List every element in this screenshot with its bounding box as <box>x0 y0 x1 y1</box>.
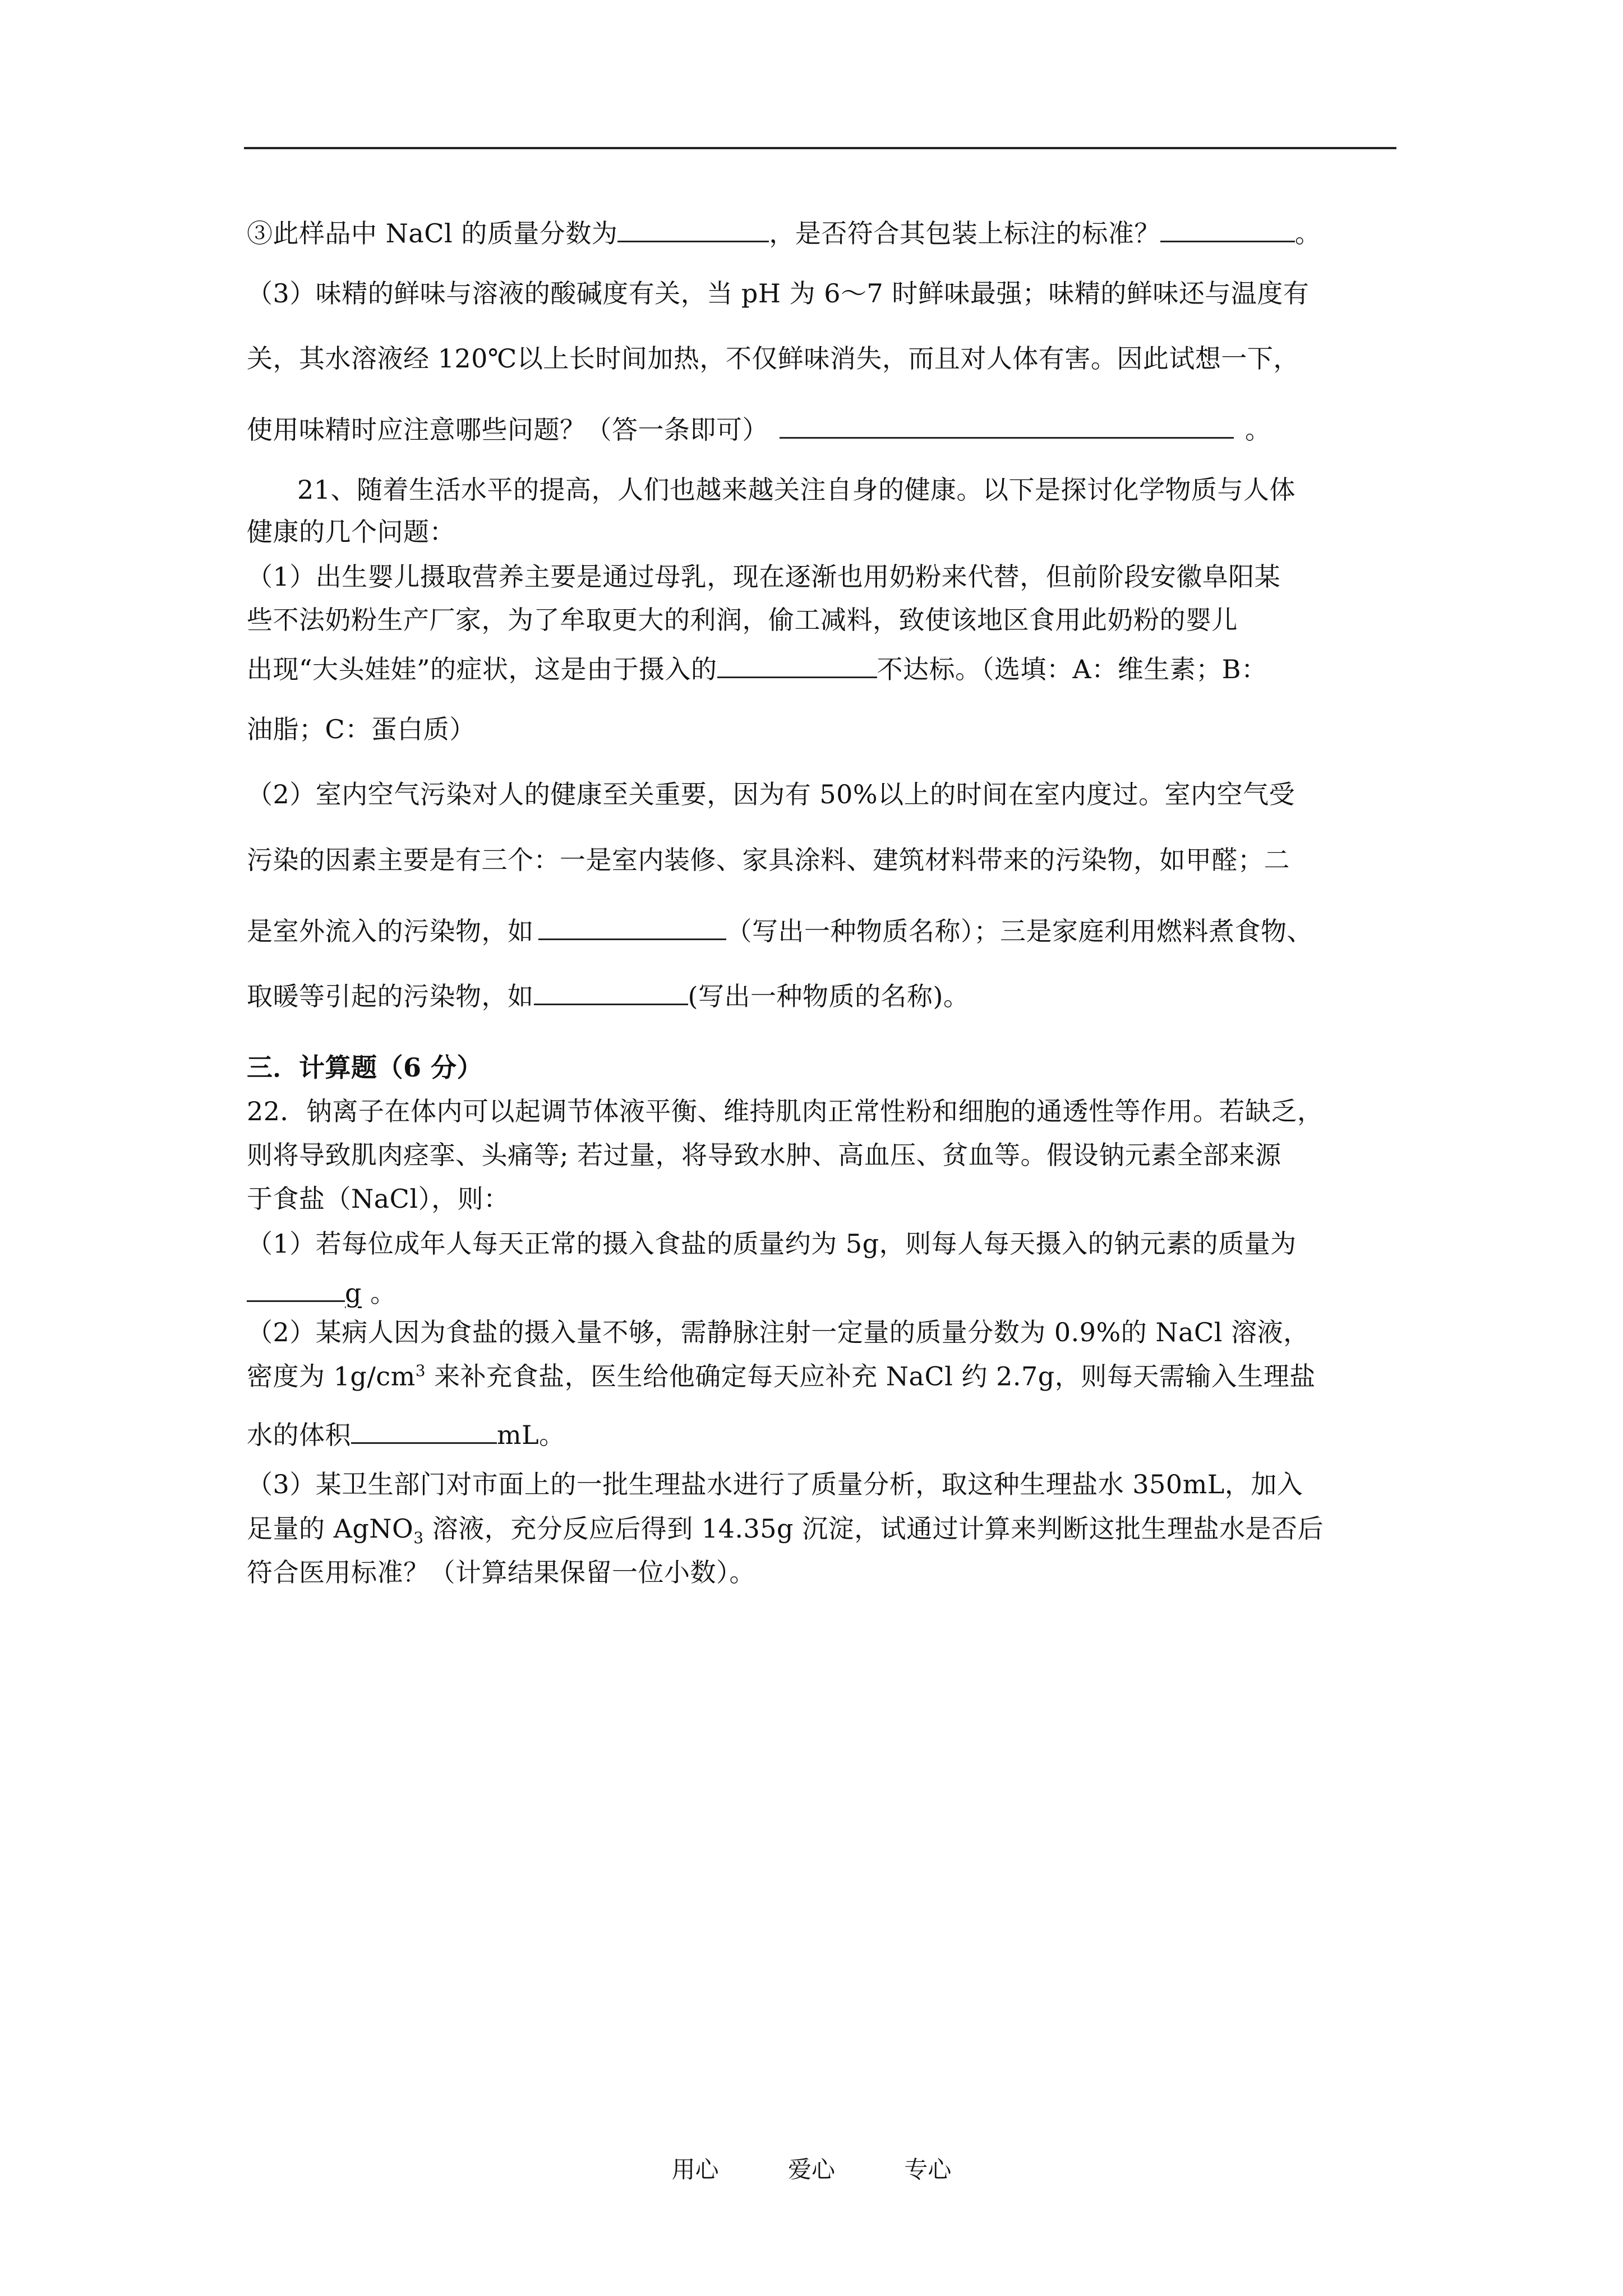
q21-sub1-line-1: （1）出生婴儿摄取营养主要是通过母乳，现在逐渐也用奶粉来代替，但前阶段安徽阜阳某 <box>247 562 1281 592</box>
text: mL。 <box>497 1420 565 1450</box>
text: 。 <box>1294 218 1321 249</box>
answer-blank[interactable] <box>717 651 877 678</box>
answer-blank[interactable] <box>1160 215 1295 242</box>
text: 使用味精时应注意哪些问题？（答一条即可） <box>247 415 768 445</box>
answer-blank[interactable] <box>534 978 688 1005</box>
q22-sub3-line-3: 符合医用标准？（计算结果保留一位小数）。 <box>247 1557 755 1588</box>
q21-sub2-line-2: 污染的因素主要是有三个：一是室内装修、家具涂料、建筑材料带来的污染物，如甲醛；二 <box>247 845 1290 875</box>
text: 不达标。（选填：A：维生素；B： <box>877 654 1267 684</box>
q22-intro-line-2: 则将导致肌肉痉挛、头痛等; 若过量，将导致水肿、高血压、贫血等。假设钠元素全部来源 <box>247 1140 1281 1170</box>
text: 。 <box>1245 415 1271 445</box>
q22-sub2-line-1: （2）某病人因为食盐的摄入量不够，需静脉注射一定量的质量分数为 0.9%的 NaCl 溶液， <box>247 1317 1310 1347</box>
q22-sub2-line-2 <box>247 1361 1316 1392</box>
text: ，是否符合其包装上标注的标准？ <box>769 218 1160 249</box>
text: 溶液，充分反应后得到 14.35g 沉淀，试通过计算来判断这批生理盐水是否后 <box>423 1513 1324 1544</box>
text: (写出一种物质的名称)。 <box>688 981 970 1011</box>
q21-sub1-line-2: 些不法奶粉生产厂家，为了牟取更大的利润，偷工减料，致使该地区食用此奶粉的婴儿 <box>247 605 1238 635</box>
superscript: 3 <box>415 1361 426 1380</box>
q20-sub3-line-3 <box>247 411 1271 443</box>
footer-text: 专心 <box>904 2156 952 2183</box>
q22-sub2-line-3 <box>247 1416 565 1448</box>
text: 取暖等引起的污染物，如 <box>247 981 534 1011</box>
q20-sub3-line-1: （3）味精的鲜味与溶液的酸碱度有关，当 pH 为 6～7 时鲜味最强；味精的鲜味还与温度有 <box>247 278 1310 309</box>
q22-sub1-line-2 <box>247 1274 396 1306</box>
text: 足量的 AgNO <box>247 1513 414 1544</box>
q22-intro-line-3: 于食盐（NaCl），则： <box>247 1184 510 1214</box>
subscript: 3 <box>413 1529 424 1548</box>
q21-sub2-line-3 <box>247 913 1313 944</box>
text: 密度为 1g/cm <box>247 1361 416 1392</box>
q21-intro-line-1: 21、随着生活水平的提高，人们也越来越关注自身的健康。以下是探讨化学物质与人体 <box>297 475 1296 505</box>
q22-sub3-line-2 <box>247 1513 1324 1548</box>
q22-sub3-line-1: （3）某卫生部门对市面上的一批生理盐水进行了质量分析，取这种生理盐水 350mL，加入 <box>247 1469 1303 1499</box>
answer-blank[interactable] <box>780 411 1234 439</box>
text: 出现“大头娃娃”的症状，这是由于摄入的 <box>247 654 717 684</box>
q21-sub2-line-4 <box>247 978 969 1009</box>
answer-blank[interactable] <box>247 1274 345 1302</box>
q21-intro-line-2: 健康的几个问题： <box>247 517 455 547</box>
q21-sub1-line-4: 油脂；C：蛋白质） <box>247 714 476 744</box>
text: 是室外流入的污染物，如 <box>247 916 534 946</box>
text: 来补充食盐，医生给他确定每天应补充 NaCl 约 2.7g，则每天需输入生理盐 <box>426 1361 1316 1392</box>
section-3-heading: 三．计算题（6 分） <box>247 1052 483 1083</box>
q22-sub1-line-1: （1）若每位成年人每天正常的摄入食盐的质量约为 5g，则每人每天摄入的钠元素的质量为 <box>247 1228 1297 1259</box>
header-rule <box>244 147 1396 149</box>
answer-blank[interactable] <box>351 1416 497 1444</box>
q20-part3-line <box>247 215 1321 249</box>
q21-sub1-line-3 <box>247 651 1267 682</box>
text: ③此样品中 NaCl 的质量分数为 <box>247 218 618 249</box>
page-footer <box>0 2151 1623 2185</box>
text: g <box>345 1278 362 1308</box>
answer-blank[interactable] <box>538 913 726 940</box>
q20-sub3-line-2: 关，其水溶液经 120℃以上长时间加热，不仅鲜味消失，而且对人体有害。因此试想一下， <box>247 343 1299 374</box>
q21-sub2-line-1: （2）室内空气污染对人的健康至关重要，因为有 50%以上的时间在室内度过。室内空气受 <box>247 779 1295 809</box>
text: 水的体积 <box>247 1420 351 1450</box>
answer-blank[interactable] <box>617 215 769 242</box>
text: （写出一种物质名称）；三是家庭利用燃料煮食物、 <box>726 916 1313 946</box>
footer-text: 爱心 <box>787 2156 835 2183</box>
footer-text: 用心 <box>671 2156 719 2183</box>
text: 。 <box>361 1278 396 1308</box>
q22-intro-line-1: 22．钠离子在体内可以起调节体液平衡、维持肌肉正常性粉和细胞的通透性等作用。若缺乏， <box>247 1096 1324 1126</box>
